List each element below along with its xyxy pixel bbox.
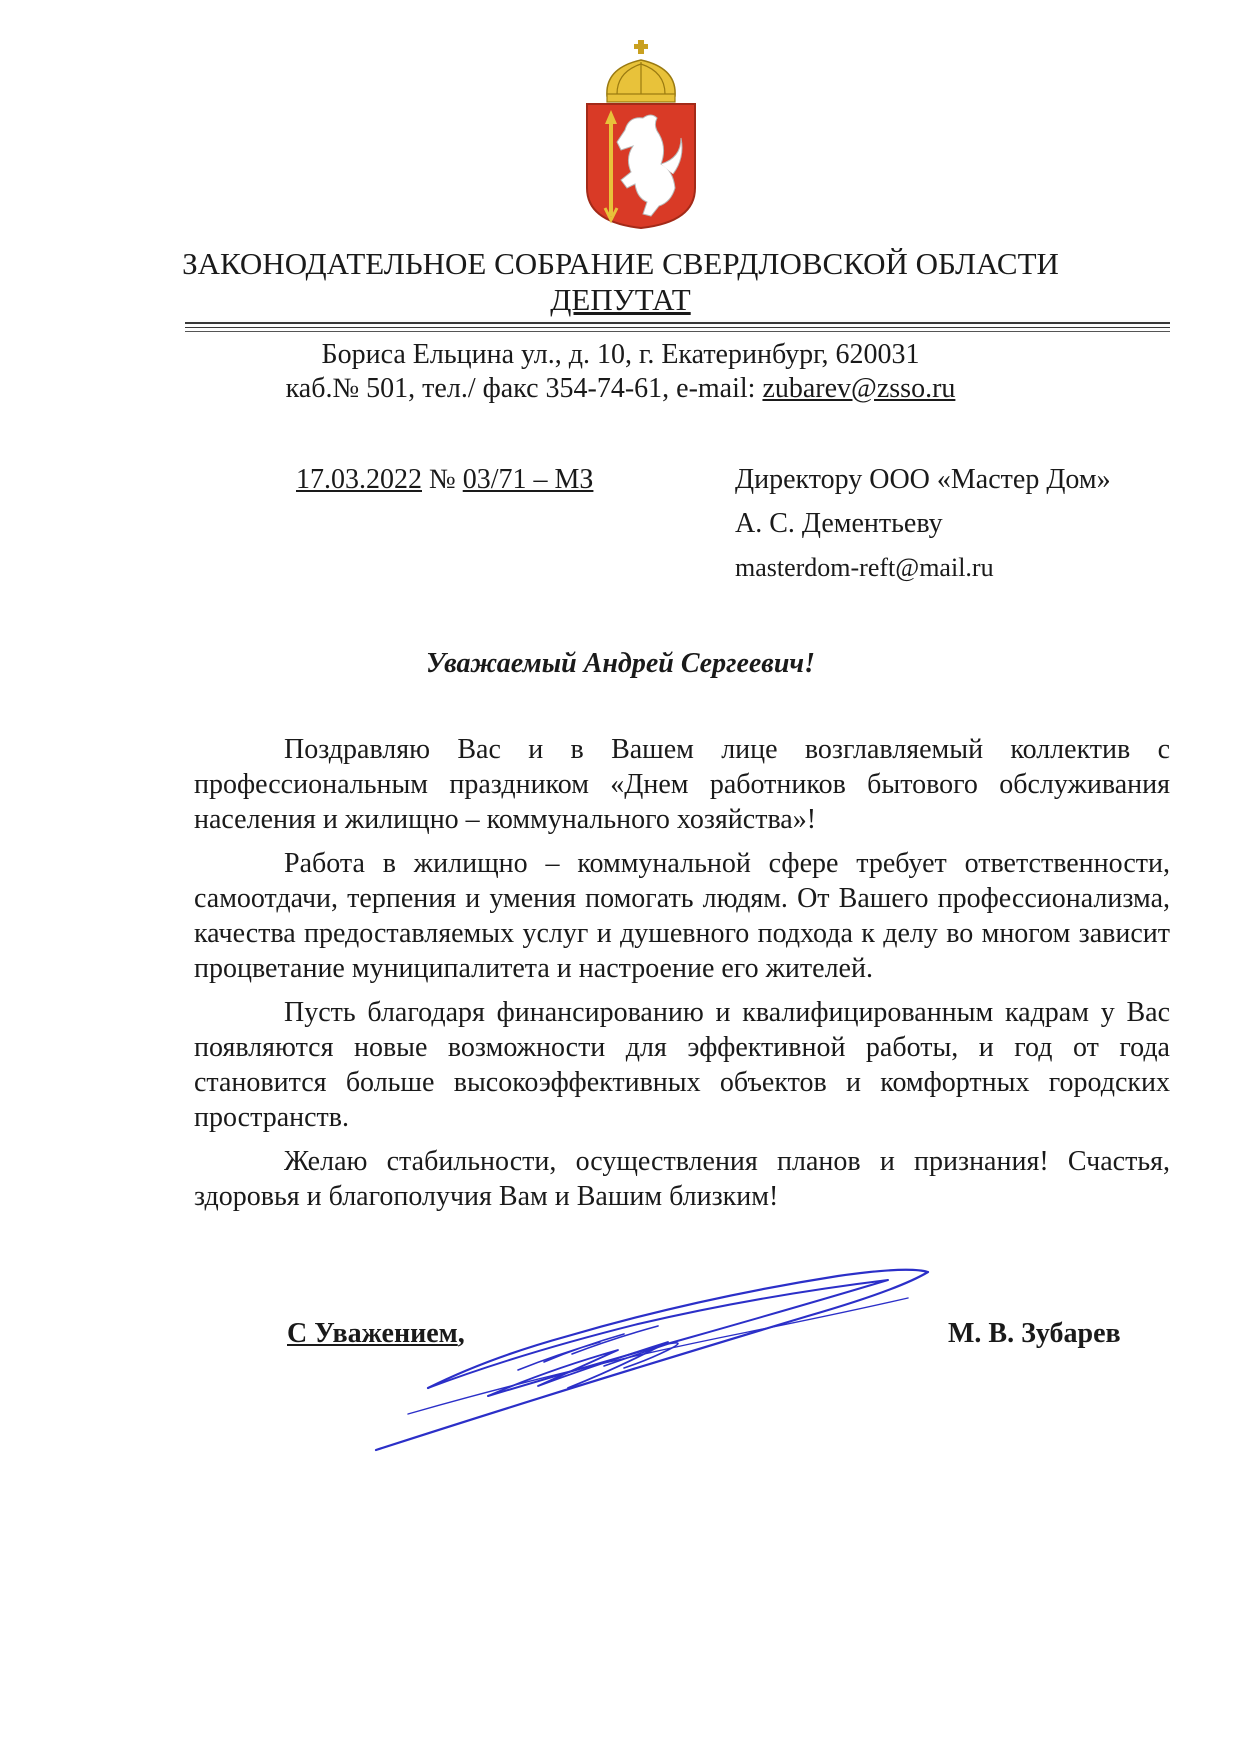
closing-text: С Уважением: [287, 1318, 458, 1349]
sender-email-link[interactable]: zubarev@zsso.ru: [762, 373, 956, 404]
body-paragraph: Желаю стабильности, осуществления планов и признания! Счастья, здоровья и благополучия Вам и Вашим близким!: [194, 1146, 1170, 1212]
organization-title: ЗАКОНОДАТЕЛЬНОЕ СОБРАНИЕ СВЕРДЛОВСКОЙ ОБЛАСТИ: [182, 246, 1059, 281]
recipient-position: Директору ООО «Мастер Дом»: [735, 464, 1111, 495]
crown-icon: [607, 40, 675, 102]
signer-name: М. В. Зубарев: [948, 1318, 1121, 1349]
outgoing-reference: [296, 464, 593, 496]
sverdlovsk-coat-of-arms-icon: [577, 38, 705, 230]
body-paragraph: Работа в жилищно – коммунальной сфере требует ответственности, самоотдачи, терпения и умения помогать людям. От Вашего профессионализма, качества предоставляемых услуг и душевного подхода к делу во многом зависит процветание муниципалитета и настроение его жителей.: [194, 848, 1170, 984]
recipient-email: masterdom-reft@mail.ru: [735, 553, 994, 582]
letter-date: 17.03.2022: [296, 464, 422, 495]
deputy-title: ДЕПУТАТ: [550, 282, 691, 317]
contact-line-text: каб.№ 501, тел./ факс 354-74-61, e-mail:: [285, 373, 763, 404]
body-paragraph: Пусть благодаря финансированию и квалифицированным кадрам у Вас появляются новые возможности для эффективной работы, и год от года становится больше высокоэффективных объектов и комфортных городских пространств.: [194, 997, 1170, 1133]
body-paragraph: Поздравляю Вас и в Вашем лице возглавляемый коллектив с профессиональным праздником «Днем работников бытового обслуживания населения и жилищно – коммунального хозяйства»!: [194, 734, 1170, 835]
salutation: Уважаемый Андрей Сергеевич!: [426, 648, 815, 679]
closing-comma: ,: [457, 1318, 465, 1349]
contact-line: [0, 372, 1241, 406]
header-divider: [185, 322, 1170, 324]
letter-body: [194, 732, 1170, 1223]
letter-number: 03/71 – МЗ: [462, 464, 594, 495]
number-sign: №: [422, 464, 463, 495]
header-divider: [185, 327, 1170, 328]
address-line: Бориса Ельцина ул., д. 10, г. Екатеринбург, 620031: [321, 339, 920, 370]
header-divider: [185, 331, 1170, 332]
recipient-name: А. С. Дементьеву: [735, 508, 943, 539]
handwritten-signature: [368, 1258, 948, 1454]
